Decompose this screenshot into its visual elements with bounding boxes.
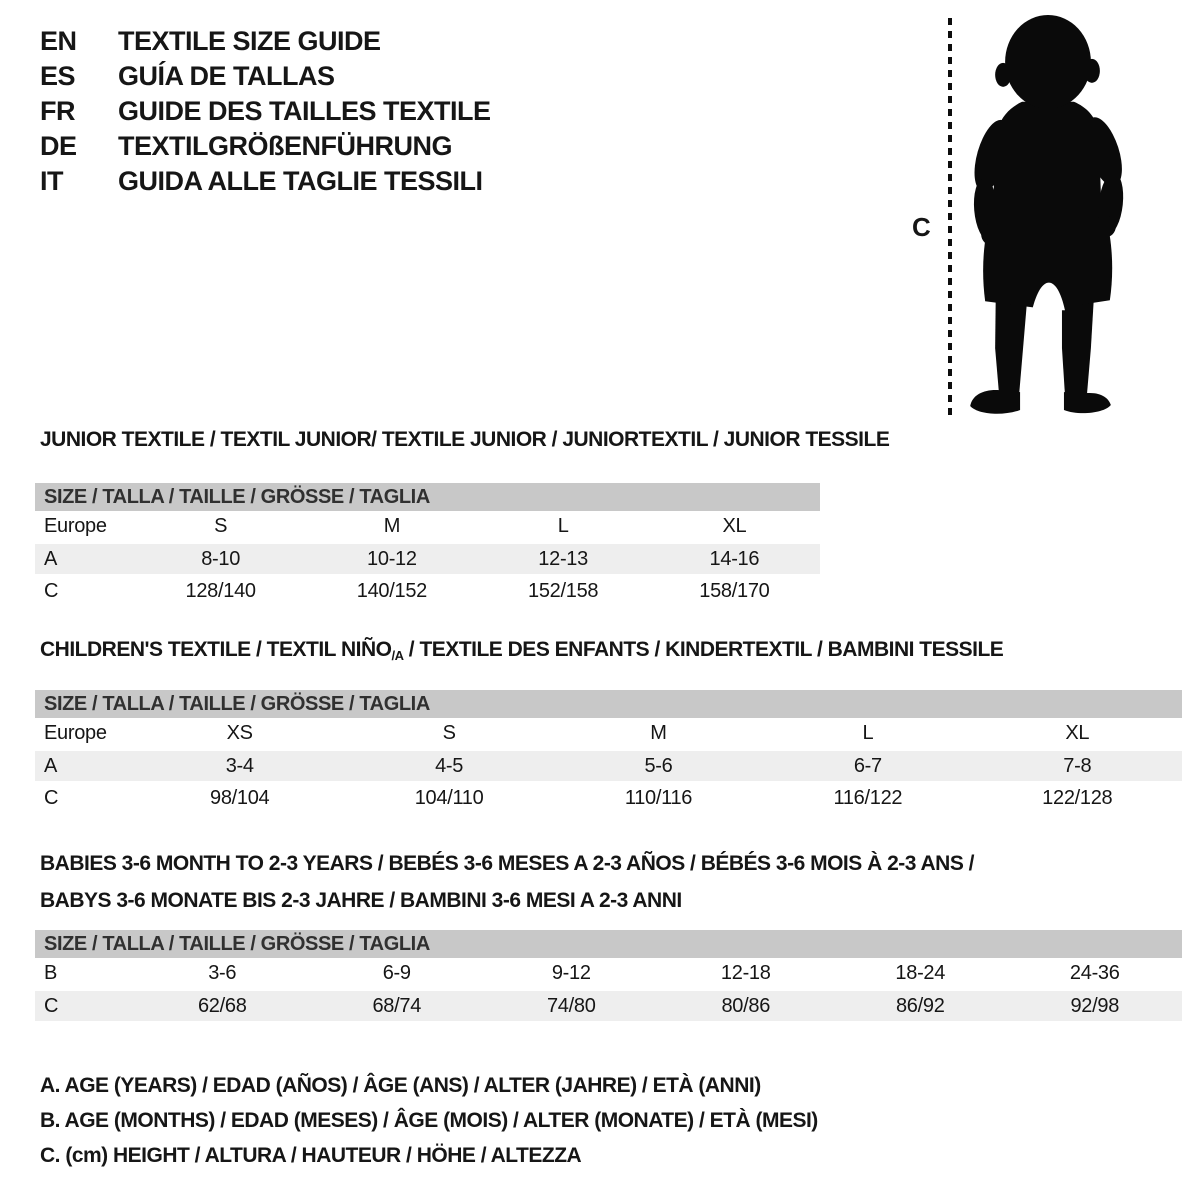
value-cell: 104/110 <box>414 787 484 809</box>
value-cell: 80/86 <box>659 990 834 1022</box>
table-row-height <box>35 990 1182 1022</box>
lang-title: TEXTILGRÖßENFÜHRUNG <box>118 131 452 161</box>
children-size-header-bar <box>35 690 1182 718</box>
table-row-height <box>35 575 820 607</box>
size-cell: XS <box>226 722 253 744</box>
row-label: C <box>44 787 59 809</box>
size-cell: M <box>383 515 401 537</box>
children-heading-subscript: /A <box>391 648 404 663</box>
value-cell: 14-16 <box>649 543 820 575</box>
junior-size-header-bar <box>35 483 820 511</box>
babies-size-header-label: SIZE / TALLA / TAILLE / GRÖSSE / TAGLIA <box>44 932 430 955</box>
lang-code: ES <box>40 61 76 91</box>
value-cell: 122/128 <box>1042 787 1113 809</box>
junior-section-heading: JUNIOR TEXTILE / TEXTIL JUNIOR/ TEXTILE JUNIOR / JUNIORTEXTIL / JUNIOR TESSILE <box>40 428 890 451</box>
table-row-europe <box>35 511 820 543</box>
value-cell: 158/170 <box>699 580 770 602</box>
lang-code: IT <box>40 166 63 196</box>
children-heading-pre: CHILDREN'S TEXTILE / TEXTIL NIÑO <box>40 638 392 661</box>
value-cell: 140/152 <box>356 580 427 602</box>
value-cell: 8-10 <box>135 543 306 575</box>
value-cell: 9-12 <box>551 962 591 984</box>
row-label: C <box>35 990 135 1022</box>
value-cell: 12-18 <box>720 962 771 984</box>
value-cell: 24-36 <box>1069 962 1120 984</box>
size-cell: L <box>862 722 874 744</box>
height-measure-dashed-line <box>948 18 952 416</box>
value-cell: 86/92 <box>833 990 1008 1022</box>
table-row-europe <box>35 718 1182 750</box>
babies-size-table <box>35 958 1182 1023</box>
value-cell: 92/98 <box>1008 990 1183 1022</box>
size-cell: XL <box>722 515 747 537</box>
table-row-age <box>35 543 820 575</box>
value-cell: 116/122 <box>833 787 903 809</box>
footnote-legend <box>40 1068 818 1173</box>
size-cell: S <box>214 515 228 537</box>
value-cell: 3-6 <box>208 962 237 984</box>
lang-row-de <box>40 129 491 164</box>
height-measure-label: C <box>912 212 931 242</box>
table-row-age <box>35 750 1182 782</box>
value-cell: 110/116 <box>624 787 693 809</box>
row-label: B <box>44 962 58 984</box>
lang-row-it <box>40 164 491 199</box>
babies-section-heading <box>40 845 974 919</box>
value-cell: 12-13 <box>478 543 649 575</box>
value-cell: 74/80 <box>484 990 659 1022</box>
children-size-table <box>35 718 1182 814</box>
value-cell: 4-5 <box>344 750 553 782</box>
value-cell: 128/140 <box>185 580 256 602</box>
junior-size-header-label: SIZE / TALLA / TAILLE / GRÖSSE / TAGLIA <box>44 485 430 508</box>
footnote-b: B. AGE (MONTHS) / EDAD (MESES) / ÂGE (MOIS) / ALTER (MONATE) / ETÀ (MESI) <box>40 1109 818 1132</box>
value-cell: 6-7 <box>763 750 972 782</box>
babies-size-header-bar <box>35 930 1182 958</box>
value-cell: 5-6 <box>554 750 763 782</box>
toddler-silhouette-image <box>962 14 1138 418</box>
lang-title: GUIDE DES TAILLES TEXTILE <box>118 96 491 126</box>
value-cell: 7-8 <box>973 750 1182 782</box>
footnote-c: C. (cm) HEIGHT / ALTURA / HAUTEUR / HÖHE / ALTEZZA <box>40 1144 582 1167</box>
value-cell: 68/74 <box>310 990 485 1022</box>
babies-heading-line1: BABIES 3-6 MONTH TO 2-3 YEARS / BEBÉS 3-6 MESES A 2-3 AÑOS / BÉBÉS 3-6 MOIS À 2-3 ANS / <box>40 852 975 875</box>
language-title-block <box>40 24 491 199</box>
children-heading-post: / TEXTILE DES ENFANTS / KINDERTEXTIL / BAMBINI TESSILE <box>403 638 1004 661</box>
junior-size-table <box>35 511 820 607</box>
lang-title: TEXTILE SIZE GUIDE <box>118 26 381 56</box>
lang-code: FR <box>40 96 75 126</box>
lang-code: EN <box>40 26 77 56</box>
size-cell: M <box>650 722 667 744</box>
footnote-a: A. AGE (YEARS) / EDAD (AÑOS) / ÂGE (ANS) / ALTER (JAHRE) / ETÀ (ANNI) <box>40 1074 761 1097</box>
value-cell: 62/68 <box>135 990 310 1022</box>
value-cell: 18-24 <box>895 962 946 984</box>
children-size-header-label: SIZE / TALLA / TAILLE / GRÖSSE / TAGLIA <box>44 692 430 715</box>
size-cell: XL <box>1065 722 1090 744</box>
value-cell: 98/104 <box>210 787 270 809</box>
babies-heading-line2: BABYS 3-6 MONATE BIS 2-3 JAHRE / BAMBINI 3-6 MESI A 2-3 ANNI <box>40 889 682 912</box>
table-row-height <box>35 782 1182 814</box>
lang-row-es <box>40 59 491 94</box>
value-cell: 3-4 <box>135 750 344 782</box>
lang-code: DE <box>40 131 77 161</box>
value-cell: 10-12 <box>306 543 477 575</box>
size-cell: L <box>557 515 569 537</box>
children-section-heading <box>40 638 1003 663</box>
lang-row-en <box>40 24 491 59</box>
row-label: A <box>35 543 135 575</box>
row-label: Europe <box>44 515 107 537</box>
table-row-months <box>35 958 1182 990</box>
lang-row-fr <box>40 94 491 129</box>
row-label: C <box>44 580 59 602</box>
lang-title: GUÍA DE TALLAS <box>118 61 335 91</box>
value-cell: 152/158 <box>528 580 599 602</box>
size-cell: S <box>442 722 456 744</box>
value-cell: 6-9 <box>382 962 411 984</box>
row-label: A <box>35 750 135 782</box>
lang-title: GUIDA ALLE TAGLIE TESSILI <box>118 166 483 196</box>
row-label: Europe <box>44 722 107 744</box>
